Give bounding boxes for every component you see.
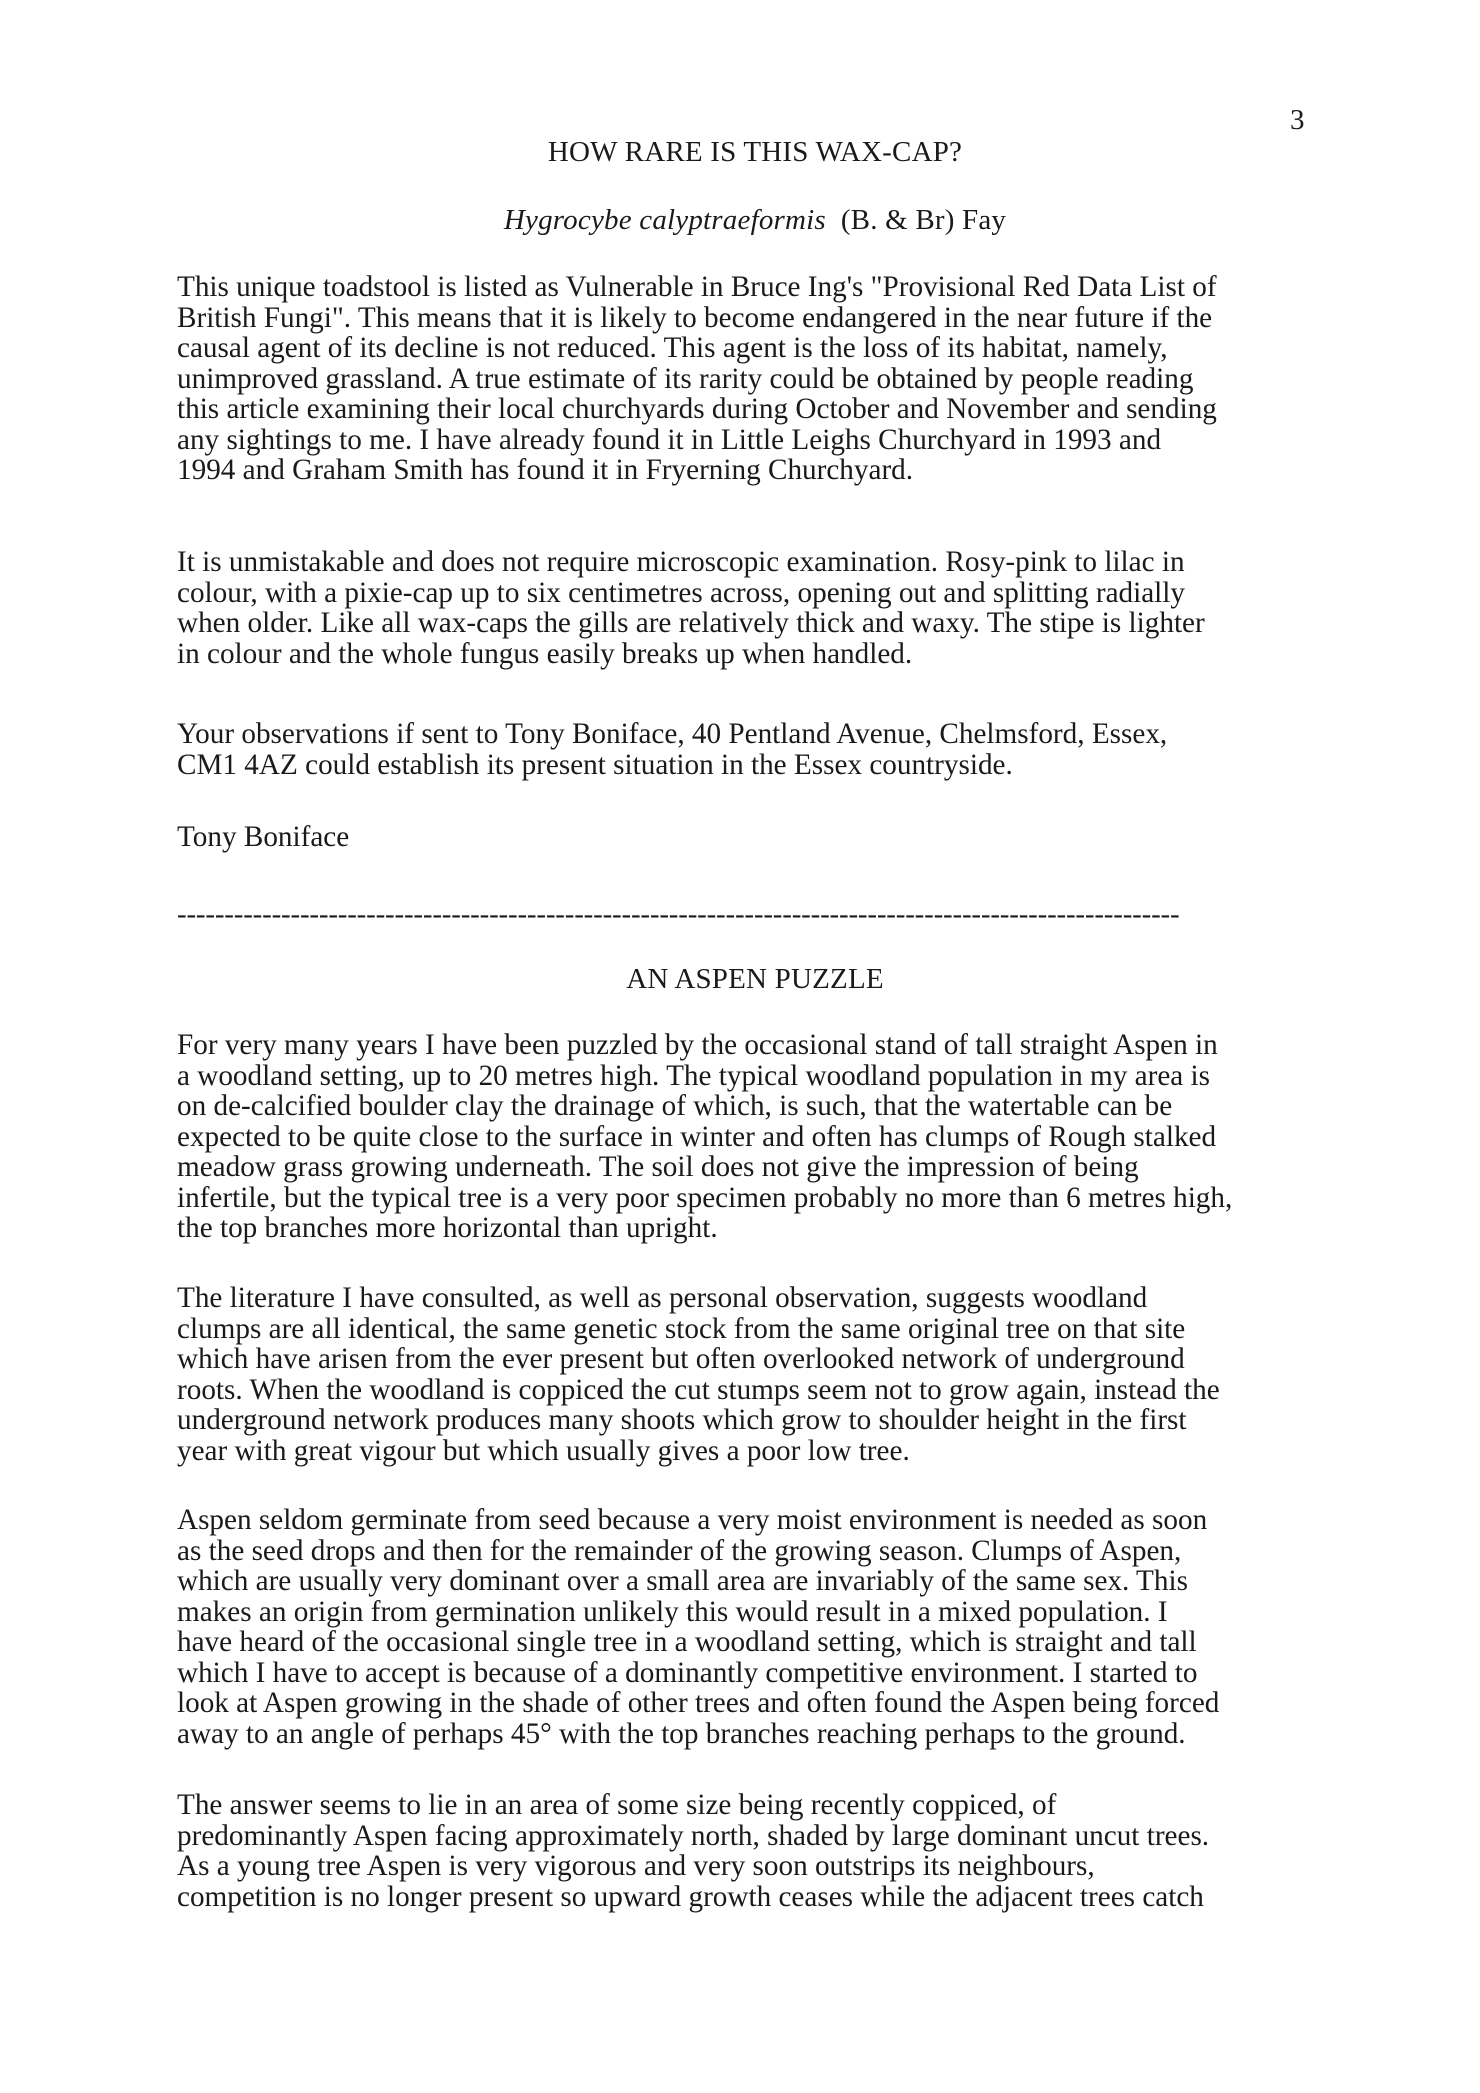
section-divider: ---------------------------------------------------------------------------------------------------------- — [177, 898, 1180, 930]
text-line: a woodland setting, up to 20 metres high. The typical woodland population in my area is — [177, 1059, 1210, 1092]
page-number: 3 — [1290, 104, 1305, 136]
text-line: expected to be quite close to the surface in winter and often has clumps of Rough stalked — [177, 1120, 1217, 1153]
text-line: predominantly Aspen facing approximately north, shaded by large dominant uncut trees. — [177, 1819, 1210, 1852]
text-line: CM1 4AZ could establish its present situation in the Essex countryside. — [177, 748, 1013, 781]
text-line: as the seed drops and then for the remainder of the growing season. Clumps of Aspen, — [177, 1534, 1182, 1567]
wax-cap-paragraph-2 — [177, 547, 1357, 669]
text-line: which have arisen from the ever present but often overlooked network of underground — [177, 1343, 1185, 1375]
aspen-paragraph-1 — [177, 1030, 1357, 1244]
text-line: The literature I have consulted, as well as personal observation, suggests woodland — [177, 1282, 1148, 1314]
text-line: which are usually very dominant over a small area are invariably of the same sex. This — [177, 1565, 1188, 1597]
wax-cap-paragraph-1 — [177, 272, 1357, 486]
aspen-paragraph-4 — [177, 1790, 1357, 1912]
text-line: underground network produces many shoots which grow to shoulder height in the first — [177, 1404, 1187, 1436]
text-line: in colour and the whole fungus easily breaks up when handled. — [177, 637, 913, 670]
text-line: clumps are all identical, the same genetic stock from the same original tree on that site — [177, 1312, 1186, 1345]
author-signature — [177, 822, 1357, 853]
text-line: any sightings to me. I have already found it in Little Leighs Churchyard in 1993 and — [177, 423, 1162, 456]
text-line: Aspen seldom germinate from seed because a very moist environment is needed as soon — [177, 1504, 1208, 1536]
text-line: Tony Boniface — [177, 821, 350, 853]
text-line: British Fungi". This means that it is likely to become endangered in the near future if the — [177, 301, 1213, 334]
text-line: look at Aspen growing in the shade of other trees and often found the Aspen being forced — [177, 1687, 1220, 1719]
text-line: away to an angle of perhaps 45° with the top branches reaching perhaps to the ground. — [177, 1717, 1186, 1750]
aspen-paragraph-2 — [177, 1283, 1357, 1466]
text-line: makes an origin from germination unlikely this would result in a mixed population. I — [177, 1595, 1168, 1628]
text-line: this article examining their local churchyards during October and November and sending — [177, 393, 1217, 425]
text-line: on de-calcified boulder clay the drainage of which, is such, that the watertable can be — [177, 1090, 1173, 1122]
wax-cap-paragraph-3 — [177, 719, 1357, 780]
text-line: when older. Like all wax-caps the gills are relatively thick and waxy. The stipe is lighter — [177, 607, 1205, 639]
text-line: have heard of the occasional single tree in a woodland setting, which is straight and tall — [177, 1626, 1197, 1658]
text-line: which I have to accept is because of a dominantly competitive environment. I started to — [177, 1656, 1198, 1689]
scientific-name-line — [0, 204, 1480, 237]
aspen-paragraph-3 — [177, 1505, 1357, 1749]
text-line: As a young tree Aspen is very vigorous and very soon outstrips its neighbours, — [177, 1850, 1095, 1882]
article-title-wax-cap: HOW RARE IS THIS WAX-CAP? — [547, 136, 963, 168]
scientific-name: Hygrocybe calyptraeformis — [503, 204, 826, 236]
article-title-aspen: AN ASPEN PUZZLE — [626, 963, 884, 995]
text-line: infertile, but the typical tree is a very poor specimen probably no more than 6 metres high, — [177, 1181, 1233, 1214]
text-line: year with great vigour but which usually gives a poor low tree. — [177, 1434, 910, 1467]
text-line: colour, with a pixie-cap up to six centimetres across, opening out and splitting radially — [177, 576, 1185, 609]
text-line: the top branches more horizontal than upright. — [177, 1212, 718, 1244]
text-line: It is unmistakable and does not require microscopic examination. Rosy-pink to lilac in — [177, 546, 1185, 578]
text-line: 1994 and Graham Smith has found it in Fryerning Churchyard. — [177, 454, 914, 486]
text-line: roots. When the woodland is coppiced the cut stumps seem not to grow again, instead the — [177, 1373, 1220, 1406]
text-line: This unique toadstool is listed as Vulnerable in Bruce Ing's "Provisional Red Data List of — [177, 271, 1217, 303]
text-line: The answer seems to lie in an area of some size being recently coppiced, of — [177, 1789, 1057, 1821]
species-authority: (B. & Br) Fay — [840, 204, 1007, 236]
text-line: unimproved grassland. A true estimate of its rarity could be obtained by people reading — [177, 362, 1194, 395]
text-line: competition is no longer present so upward growth ceases while the adjacent trees catch — [177, 1880, 1204, 1913]
text-line: meadow grass growing underneath. The soil does not give the impression of being — [177, 1151, 1139, 1183]
text-line: For very many years I have been puzzled by the occasional stand of tall straight Aspen in — [177, 1029, 1218, 1061]
text-line: Your observations if sent to Tony Boniface, 40 Pentland Avenue, Chelmsford, Essex, — [177, 718, 1168, 750]
text-line: causal agent of its decline is not reduced. This agent is the loss of its habitat, namely, — [177, 332, 1168, 364]
